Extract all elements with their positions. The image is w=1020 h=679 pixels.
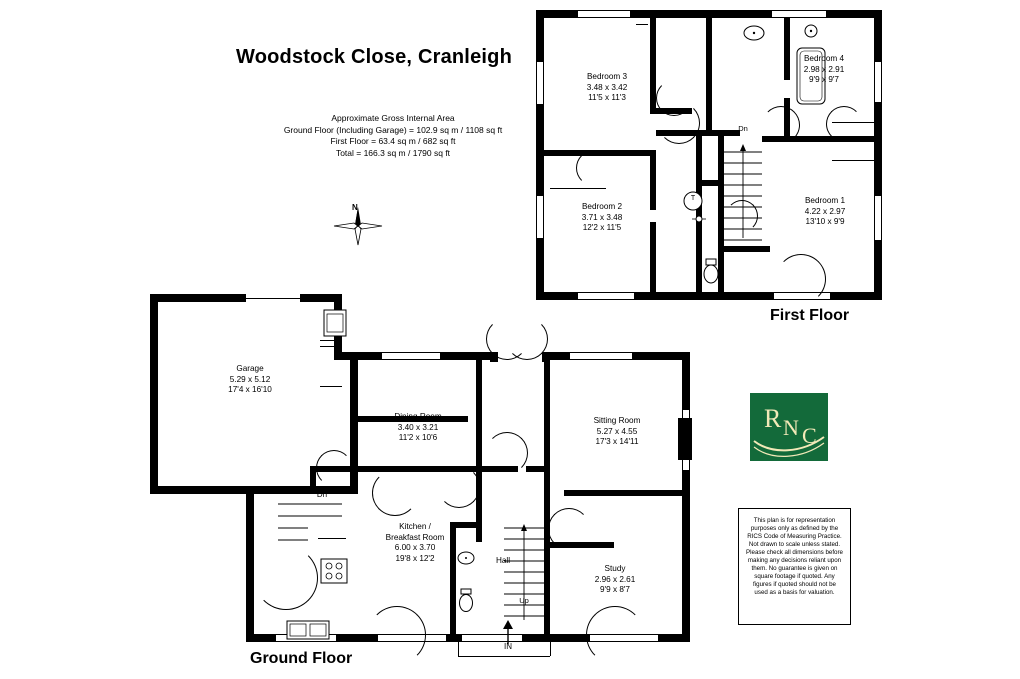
disclaimer-text: This plan is for representation purposes only as defined by the RICS Code of Measuring Practice. Not drawn to scale unless stated. Please check all dimensions before making any decisions reliant upon them. No guarantee is given on square footage if quoted. Any figures if quoted should not be used as a basis for valuation. (746, 517, 843, 596)
room-name-2: Breakfast Room (385, 532, 445, 542)
room-dining (360, 412, 476, 444)
room-kitchen-breakfast (356, 522, 474, 564)
worktop-line-3 (320, 386, 342, 387)
door-swing-ff-4 (762, 106, 800, 144)
page-title: Woodstock Close, Cranleigh (236, 46, 512, 68)
bay-window-gf (678, 418, 692, 460)
stairs-dn-label-first: Dn (738, 124, 748, 133)
room-name: Sitting Room (593, 416, 641, 425)
door-swing-gf-10 (586, 606, 644, 664)
room-metric: 4.22 x 2.97 (804, 206, 846, 216)
worktop-line-2 (320, 346, 342, 347)
disclaimer-box (738, 508, 851, 625)
room-sitting (554, 416, 680, 448)
room-imperial: 17'3 x 14'11 (595, 437, 639, 446)
room-imperial: 9'9 x 8'7 (600, 585, 630, 594)
svg-text:R: R (764, 404, 782, 433)
door-swing-gf-6 (254, 546, 318, 610)
door-swing-gf-8 (506, 318, 548, 360)
staircase-ground-floor (504, 520, 544, 624)
area-ground-floor: Ground Floor (Including Garage) = 102.9 sq m / 1108 sq ft (283, 124, 503, 135)
wall-ff-left (536, 10, 544, 300)
wall-ff-int-3 (706, 18, 712, 136)
stairs-dn-label-ground: Dn (316, 490, 328, 499)
wc-icon-gf (456, 588, 476, 619)
wall-gf-right (682, 352, 690, 642)
window-gf-top-2 (570, 353, 632, 359)
room-name: Study (604, 564, 626, 573)
stairs-up-label: Up (519, 596, 529, 605)
svg-text:C: C (802, 423, 817, 448)
room-name: Bedroom 3 (586, 72, 628, 81)
room-study (558, 564, 672, 596)
wall-gf-int-7 (526, 466, 544, 472)
wardrobe-line-ff-1 (832, 122, 874, 123)
area-heading: Approximate Gross Internal Area (331, 113, 455, 123)
door-swing-gf-3 (438, 466, 480, 508)
sink-icon-kitchen (286, 620, 330, 645)
door-swing-ff-2 (658, 102, 700, 144)
room-imperial: 13'10 x 9'9 (805, 217, 845, 226)
wall-garage-left (150, 294, 158, 494)
wall-gf-int-2 (350, 420, 358, 494)
room-metric: 2.96 x 2.61 (594, 574, 636, 584)
room-imperial: 19'8 x 12'2 (395, 553, 435, 563)
area-total: Total = 166.3 sq m / 1790 sq ft (335, 147, 451, 158)
door-swing-gf-1 (316, 450, 352, 486)
area-first-floor: First Floor = 63.4 sq m / 682 sq ft (330, 136, 456, 146)
wall-garage-top-a (150, 294, 246, 302)
room-bedroom-1 (772, 196, 878, 228)
ground-floor-label: Ground Floor (250, 650, 353, 667)
room-imperial: 17'4 x 16'10 (228, 385, 272, 394)
sink-icon-garage (322, 308, 348, 343)
door-swing-gf-2 (372, 470, 418, 516)
wc-icon-ff (700, 258, 722, 291)
door-swing-ff-7 (726, 200, 758, 232)
door-swing-gf-5 (548, 508, 590, 550)
room-imperial: 11'2 x 10'6 (398, 433, 438, 442)
room-bedroom-4 (772, 54, 876, 86)
wardrobe-line-ff-2 (832, 160, 874, 161)
worktop-line-1 (320, 340, 342, 341)
room-imperial: 9'9 x 9'7 (809, 75, 839, 84)
wall-gf-int-10 (544, 360, 550, 490)
wall-garage-bottom (150, 486, 250, 494)
wall-gf-int-11 (544, 490, 550, 642)
first-floor-label: First Floor (770, 307, 850, 324)
step-lines-ground (278, 498, 342, 546)
door-swing-gf-9 (368, 606, 426, 664)
wardrobe-line-ff-4 (636, 24, 648, 25)
wall-gf-int-16 (564, 490, 684, 496)
basin-icon-ff-1 (742, 24, 766, 47)
porch-line-left (458, 636, 459, 656)
first-floor-plan (536, 10, 882, 300)
compass-rose (330, 205, 386, 247)
window-gf-top-1 (382, 353, 440, 359)
room-metric: 5.27 x 4.55 (596, 426, 638, 436)
room-name: Bedroom 2 (581, 202, 623, 211)
room-imperial: 11'5 x 11'3 (588, 93, 626, 102)
compass-north-label: N (352, 203, 358, 212)
room-name: Kitchen / (399, 522, 431, 531)
room-name: Bedroom 1 (804, 196, 846, 205)
porch-line-right (550, 636, 551, 656)
door-swing-ff-3 (576, 150, 612, 186)
window-ff-top-2 (772, 11, 826, 17)
agency-logo (750, 393, 828, 461)
room-bedroom-2 (546, 202, 658, 234)
area-summary (243, 113, 543, 159)
entrance-label: IN (504, 642, 512, 651)
door-swing-ff-5 (776, 254, 826, 304)
room-metric: 5.29 x 5.12 (229, 374, 271, 384)
room-imperial: 12'2 x 11'5 (582, 223, 622, 232)
room-garage (190, 364, 310, 396)
hob-icon (320, 558, 348, 589)
garage-door-opening (246, 298, 300, 299)
wall-ff-int-7 (650, 150, 656, 210)
room-name: Garage (236, 364, 264, 373)
wall-ff-int-16 (724, 246, 770, 252)
tank-label: T (690, 195, 696, 202)
wall-gf-int-1 (350, 360, 358, 420)
wall-gf-left (246, 486, 254, 642)
room-metric: 3.40 x 3.21 (397, 422, 439, 432)
room-name: Hall (495, 556, 511, 565)
room-hall (482, 556, 524, 567)
room-name: Bedroom 4 (803, 54, 845, 63)
ground-floor-plan (150, 290, 690, 651)
ceiling-fixture-icon (692, 212, 706, 231)
wardrobe-line-ff-3 (550, 188, 606, 189)
room-bedroom-3 (552, 72, 662, 104)
room-metric: 2.98 x 2.91 (803, 64, 845, 74)
room-name: Dining Room (394, 412, 442, 421)
svg-text:N: N (783, 415, 799, 440)
window-ff-top-1 (578, 11, 630, 17)
window-ff-left-1 (537, 62, 543, 104)
window-ff-left-2 (537, 196, 543, 238)
porch-line-bottom (458, 656, 550, 657)
room-metric: 3.71 x 3.48 (581, 212, 623, 222)
room-metric: 6.00 x 3.70 (394, 543, 436, 552)
door-swing-ff-6 (826, 106, 862, 142)
room-metric: 3.48 x 3.42 (586, 82, 628, 92)
door-swing-gf-4 (486, 432, 528, 474)
